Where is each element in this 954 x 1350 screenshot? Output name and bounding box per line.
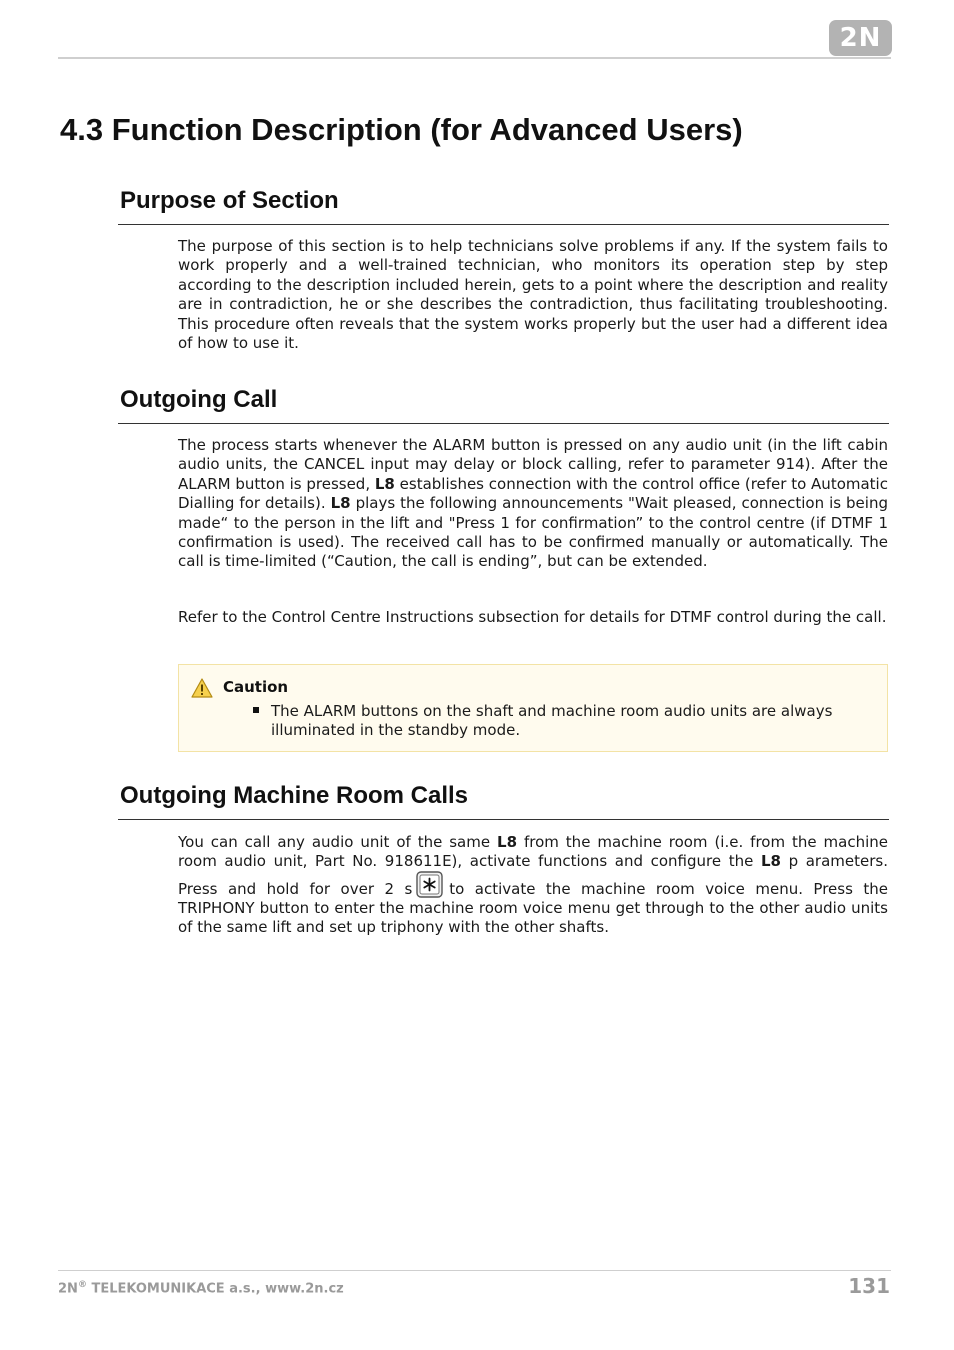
header-divider (58, 57, 891, 59)
purpose-paragraph: The purpose of this section is to help technicians solve problems if any. If the system fails to work properly and a well-trained technician, who monitors its operation step by step according to the description included herein, gets to a point where the description and reality are in contradiction, he or she describes the contradiction, thus facilitating troubleshooting. This procedure often reveals that the system works properly but the user had a different idea of how to use it. (178, 237, 888, 353)
footer-company: 2N® TELEKOMUNIKACE a.s., www.2n.cz (58, 1280, 344, 1297)
2n-logo: 2N (829, 20, 892, 56)
caution-box (178, 664, 888, 752)
section-heading-machine-room-calls: Outgoing Machine Room Calls (120, 782, 469, 809)
footer-divider (58, 1270, 891, 1271)
outgoing-call-paragraph: The process starts whenever the ALARM button is pressed on any audio unit (in the lift cabin audio units, the CANCEL input may delay or block calling, refer to parameter 914). After the ALARM button is pressed, L8 establishes connection with the control office (refer to Automatic Dialling for details). L8 plays the following announcements "Wait pleased, connection is being made“ to the person in the lift and "Press 1 for confirmation” to the control centre (if DTMF 1 confirmation is used). The received call has to be confirmed manually or automatically. The call is time-limited (“Caution, the call is ending”, but can be extended. (178, 436, 888, 571)
page-number: 131 (848, 1274, 890, 1298)
caution-item: The ALARM buttons on the shaft and machine room audio units are always illuminated in the standby mode. (271, 702, 833, 740)
caution-title: Caution (223, 678, 289, 696)
section-divider (118, 819, 889, 820)
page-title: 4.3 Function Description (for Advanced Users) (60, 112, 743, 147)
section-heading-outgoing-call: Outgoing Call (120, 386, 278, 413)
machine-room-paragraph: You can call any audio unit of the same L8 from the machine room (i.e. from the machine room audio unit, Part No. 918611E), activate functions and configure the L8 p arameters. Press and hold for over 2 s to activate the machine room voice menu. Press the TRIPHONY button to enter the machine room voice menu get through to the other audio units of the same lift and set up triphony with the other shafts. (178, 833, 888, 936)
section-divider (118, 423, 889, 424)
bullet-marker (253, 707, 259, 713)
section-heading-purpose: Purpose of Section (120, 187, 339, 214)
asterisk-key-icon (416, 871, 443, 898)
warning-icon (191, 678, 213, 698)
control-centre-paragraph: Refer to the Control Centre Instructions subsection for details for DTMF control during the call. (178, 608, 887, 626)
section-divider (118, 224, 889, 225)
